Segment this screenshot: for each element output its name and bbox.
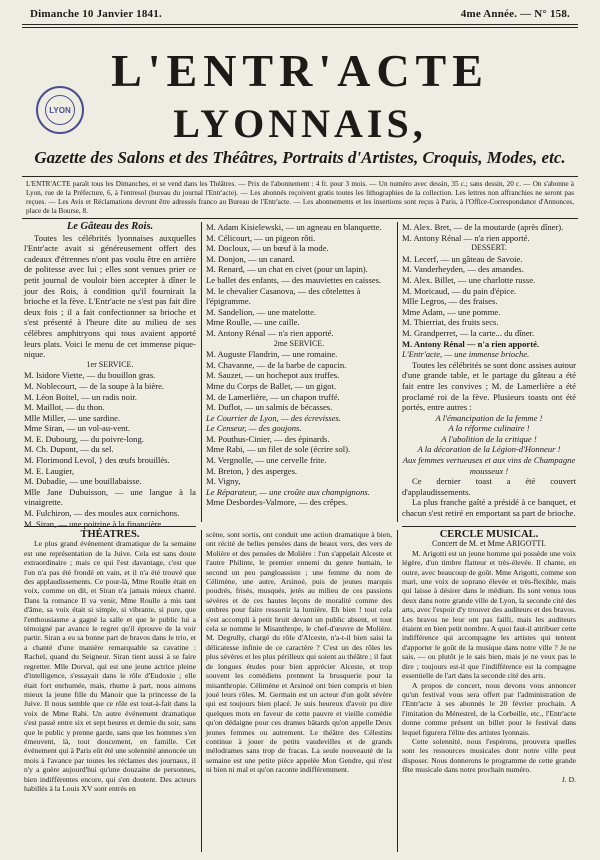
toast-line: A la réforme culinaire ! bbox=[448, 423, 530, 434]
column-divider bbox=[397, 530, 398, 852]
list-item: M. Fulchiron, — des moules aux cornichons. bbox=[24, 508, 180, 519]
list-item: M. Florimond Levol, } des œufs brouillés. bbox=[24, 455, 170, 466]
toast-line: A la décoration de la Légion-d'Honneur ! bbox=[417, 444, 561, 455]
column-3 bbox=[402, 222, 576, 519]
gateau-intro: Toutes les célébrités lyonnaises auxquelles l'Entr'acte avait si généreusement offert des cadeaux d'étrennes n'ont pas voulu être en arrière de politesse avec lui ; elles sont venues prier ce petit journal de vouloir bien accepter à dîner le jour des Rois, à condition qu'il fournirait la brioche et la fève. L'Entr'acte ne s'est pas fait dire deux fois ; il a fait confectionner sa brioche et s'est présenté à l'heure dite au milieu de ses célèbres amphitryons qui tous avaient apporté leurs plats. Voici le menu de cet immense pique-nique. bbox=[24, 232, 196, 360]
article-heading-gateau: Le Gâteau des Rois. bbox=[66, 221, 154, 232]
issue-number: 4me Année. — N° 158. bbox=[460, 8, 570, 20]
list-item: M. Breton, } des asperges. bbox=[206, 465, 298, 476]
list-item: Mme Adam, — une pomme. bbox=[402, 306, 501, 317]
list-item: Mme Desbordes-Valmore, — des crêpes. bbox=[206, 497, 348, 508]
cercle-text-1: M. Arigotti est un jeune homme qui possède une voix légère, d'un timbre flatteur et très-élevée. Il chante, en outre, avec beaucoup de goût. Mme Arigotti, comme son mari, une voix de soprano élevée et très-flexible, mais qui laisse à désirer dans le médium. Ils sont venus tous deux dans notre grande ville de Lyon, la seconde cité des arts, avec l'espoir d'y trouver des auditeurs et des bravos. Les bravos ne leur ont pas failli, mais les auditeurs étaient en bien petit nombre. A quoi faut-il attribuer cette indifférence qui accompagne les artistes qui tentent d'apporter le goût de la musique dans notre ville ? Je ne sais, — ou plutôt je le sais bien, mais je ne veux pas le dire ; toujours est-il que l'indifférence est la compagne essentielle de l'art dans la seconde cité des arts. bbox=[402, 548, 576, 681]
stamp-center: LYON bbox=[45, 95, 75, 125]
list-item: M. Noblecourt, — de la soupe à la bière. bbox=[24, 380, 165, 391]
list-item: M. Antony Rénal — n'a rien apporté. bbox=[206, 327, 334, 338]
service-1-label: 1er SERVICE. bbox=[86, 359, 134, 369]
list-item: M. Vanderheyden, — des amandes. bbox=[402, 264, 524, 275]
subscription-notice: L'ENTR'ACTE paraît tous les Dimanches, et se vend dans les Théâtres. — Prix de l'abonnement : 4 fr. pour 3 mois. — Un numéro avec dessin, 35 c.; sans dessin, 20 c. — On s'abonne à Lyon, rue de la Préfecture, 6, à l'entresol (bureau du journal l'Entr'acte). — Les abonnés reçoivent gratis toutes les lithographies de la collection. Les lettres non affranchies ne seront pas reçues. — Les Avis et Réclamations devront être adressés franco au Bureau de l'Entr'acte. — Les abonnements et les insertions sont reçus à Paris, à l'Office-Correspondance d'Annonces, place de la Bourse, 8. bbox=[26, 180, 574, 215]
list-item: M. Maillot, — du thon. bbox=[24, 402, 105, 413]
cercle-subheading: Concert de M. et Mme ARIGOTTI. bbox=[432, 539, 546, 549]
list-item: M. Vergnolle, — une cervelle frite. bbox=[206, 455, 327, 466]
top-rule bbox=[22, 24, 578, 25]
list-item: Mlle Legros, — des fraises. bbox=[402, 296, 498, 307]
cercle-column bbox=[402, 530, 576, 784]
list-item: M. Renard, — un chat en civet (pour un lapin). bbox=[206, 264, 368, 275]
notice-rule-top bbox=[22, 176, 578, 177]
column-2 bbox=[206, 222, 392, 508]
banquet-closing: La plus franche gaîté a présidé à ce banquet, et chacun s'est retiré en emportant sa part de brioche. bbox=[402, 497, 576, 519]
list-item: M. Lecerf, — un gâteau de Savoie. bbox=[402, 253, 523, 264]
list-item: M. Sauzet, — un hochepot aux truffes. bbox=[206, 370, 340, 381]
top-rule-2 bbox=[22, 27, 578, 28]
list-item: Mlle Jane Dubuisson, — une langue à la vinaigrette. bbox=[24, 486, 196, 508]
list-item: M. Grandperret, — la carte... du dîner. bbox=[402, 327, 535, 338]
masthead-title: L'ENTR'ACTE bbox=[111, 45, 489, 96]
list-item: M. E. Laugier, bbox=[24, 465, 75, 476]
issue-date: Dimanche 10 Janvier 1841. bbox=[30, 8, 162, 20]
list-item: M. Siran, — une poitrine à la financière. bbox=[24, 518, 164, 529]
list-item: M. Docloux, — un bœuf à la mode. bbox=[206, 243, 329, 254]
list-item: Mme Siran, — un vol-au-vent. bbox=[24, 423, 130, 434]
list-item: M. E. Dubourg, — du poivre-long. bbox=[24, 433, 144, 444]
list-item: M. Pouthus-Cinier, — des épinards. bbox=[206, 433, 330, 444]
list-item: M. Dubadie, — une bouillabaisse. bbox=[24, 476, 142, 487]
toast-line: Aux femmes vertueuses et aux vins de Champagne mousseux ! bbox=[402, 455, 576, 476]
dessert-label: DESSERT. bbox=[471, 243, 507, 253]
list-item: M. Auguste Flandrin, — une romaine. bbox=[206, 349, 338, 360]
list-item: M. Ch. Dupont, — du sel. bbox=[24, 444, 114, 455]
list-item: M. Vigny, bbox=[206, 476, 241, 487]
list-item: M. le chevalier Casanova, — des côtelettes à l'épigramme. bbox=[206, 285, 361, 307]
dateline bbox=[30, 8, 570, 20]
list-item: M. Thierriat, des fruits secs. bbox=[402, 317, 499, 328]
list-item: M. Donjon, — un canard. bbox=[206, 253, 295, 264]
list-item: Le Courrier de Lyon, — des écrevisses. bbox=[206, 412, 341, 423]
list-item: L'Entr'acte, — une immense brioche. bbox=[402, 349, 530, 360]
masthead-subtitle: LYONNAIS, bbox=[173, 101, 427, 146]
list-item: Mlle Miller, — une sardine. bbox=[24, 412, 121, 423]
theatres-column-b bbox=[206, 530, 392, 775]
cercle-heading: CERCLE MUSICAL. bbox=[439, 529, 539, 540]
theatres-column-a bbox=[24, 530, 196, 793]
cercle-text-2: A propos de concert, nous devons vous annoncer qu'un festival vous sera offert par l'administration de l'Entr'acte à ses abonnés le 20 février prochain. A l'imitation du Ménestrel, de la Corbeille, etc., l'Entr'acte donne comme présent un billet pour le festival dans lequel figurera l'élite des artistes lyonnais. bbox=[402, 680, 576, 737]
masthead-tagline: Gazette des Salons et des Théâtres, Portraits d'Artistes, Croquis, Modes, etc. bbox=[34, 148, 566, 167]
column-divider bbox=[201, 530, 202, 852]
column-1 bbox=[24, 222, 196, 529]
signature: J. D. bbox=[561, 774, 576, 784]
toast-line: A l'émancipation de la femme ! bbox=[435, 412, 543, 423]
theatres-text-b: scène, sont sortis, ont conduit une action dramatique à bien, ont récité de belles pensées dans de beaux vers, des vers de Molière et des pensées de Molière : l'un s'appelait Alceste et l'autre Philinte, le premier ennemi du genre humain, le second un peu pangloassiste ; une femme du nom de Célimène, une autre, Arsinoé, puis de jeunes marquis poudrés, frisés, musqués, jetés au milieu de ces passions sévères et de ces hautes leçons de moralité comme des ombres pour faire ressortir la lumière. Eh bien ! tout cela s'est accompli à petit bruit devant un public absent, et tout cela se nomme le Misanthrope, le chef-d'œuvre de Molière. M. Degrully, chargé du rôle d'Alceste, n'a-t-il bien saisi la délicatesse infinie de ce caractère ? C'est un des rôles les plus sévères et les plus périlleux qui soient au théâtre ; il faut de longues études pour bien apprécier Alceste, et trop souvent les comédiens prennent la brusquerie pour la misanthropie. Célimène et Arsinoé ont bien compris et bien joué leurs rôles. M. Germain est un acteur d'un goût sévère qui est toujours bien placé. Je suis heureux d'avoir pu dire quelques mots en faveur de cette pauvre et vieille comédie qu'on dédaigne pour ces drames bâtards qu'on appelle Deux jeunes femmes ou autrement. Le théâtre des Célestins continue à jouer de petits vaudevilles et de grands mélodrames sans trop de fracas. La seule nouveauté de la semaine est une petite pièce appelée Mon Gendre, qui n'est ni bien ni mal et qu'on raconte indifféremment. bbox=[206, 530, 392, 775]
banquet-applause: Ce dernier toast a été couvert d'applaudissements. bbox=[402, 476, 576, 497]
list-item: M. de Lamerlière, — un chapon truffé. bbox=[206, 391, 340, 402]
notice-rule-bottom bbox=[22, 218, 578, 219]
list-item: M. Chavanne, — de la barbe de capucin. bbox=[206, 359, 347, 370]
list-item: Mme Rabi, — un filet de sole (écrire sol). bbox=[206, 444, 351, 455]
list-item: Mme du Corps de Ballet, — un gigot. bbox=[206, 380, 337, 391]
list-item: M. Alex. Bret, — de la moutarde (après dîner). bbox=[402, 222, 564, 232]
list-item: M. Antony Rénal — n'a rien apporté. bbox=[402, 338, 540, 349]
list-item: Le Réparateur, — une croûte aux champignons. bbox=[206, 486, 370, 497]
list-item: M. Léon Boitel, — un radis noir. bbox=[24, 391, 137, 402]
list-item: M. Célicourt, — un pigeon rôti. bbox=[206, 232, 316, 243]
cercle-text-3: Cette solennité, nous l'espérons, prouvera quelles sont les ressources musicales dont notre ville peut disposer. Nous donnerons le programme de cette grande fête musicale dans notre prochain numéro. bbox=[402, 736, 576, 775]
list-item: M. Sandelion, — une matelotte. bbox=[206, 306, 317, 317]
theatres-heading: THÉATRES. bbox=[80, 529, 140, 540]
theatres-text-a: Le plus grand événement dramatique de la semaine est une représentation de la Juive. Cela est sans doute extraordinaire ; mais ce qui l'est davantage, c'est que l'on n'a pas été frondé en vain, et il n'a été trouvé que des applaudissements. Ce pour-là, Mme Roulle était en voix, comme on dit, et Siran n'a jamais mieux chanté. Dans la romance Il va venir, Mme Roulle a mis tant d'âme, sa voix était si simple, si vibrante, si pure, que l'enthousiasme a gagné la salle et que le public lui a témoigné par avance le regret qu'il éprouve de la voir partir. Siran a eu sa bonne part de bravos dans le trio, et a chanté d'une manière remarquable sa cavatine : Rachel, quand du Seigneur. Siran tient aussi à se faire regretter. Mlle Dorval, qui est une jeune actrice pleine d'intelligence, s'essayait dans le rôle d'Eudoxie ; elle était fort enrhumée, mais, rhume à part, nous aimons mieux la jeune fille du Manoir que la princesse de la Juive. Il nous semble que ce rôle est tout-à-fait dans la voix de Mme Rabi. Un autre événement dramatique s'est passé entre six et sept heures et demie du soir, sans que le public y prenne garde, sans que les hommes s'en émeuvent, là, tout doucement, en famille. Cet événement qui à Paris eût été une solennité annoncée un mois à l'avance par toutes les réclames des journaux, il n'y a guère aujourd'hui qu'une douzaine de personnes, bien indifférentes encore, qui s'en doutent. Des acteurs habillés à la Louis XV sont entrés en bbox=[24, 539, 196, 793]
menu-list-1 bbox=[24, 370, 196, 529]
list-item: M. Alex. Billet, — une charlotte russe. bbox=[402, 274, 536, 285]
list-item: M. Moricaud, — du pain d'épice. bbox=[402, 285, 517, 296]
column-divider bbox=[397, 222, 398, 522]
toast-line: A l'abolition de la critique ! bbox=[441, 433, 537, 444]
section-rule bbox=[402, 526, 576, 527]
list-item: M. Adam Kisielewski, — un agneau en blanquette. bbox=[206, 222, 382, 232]
section-rule bbox=[24, 526, 196, 527]
service-2-label: 2me SERVICE. bbox=[273, 338, 325, 348]
list-item: M. Isidore Viette, — du bouillon gras. bbox=[24, 370, 156, 381]
list-item: Mme Roulle, — une caille. bbox=[206, 317, 300, 328]
banquet-text: Toutes les célébrités se sont donc assises autour d'une grande table, et le partage du gâteau a été fait entre les convives ; M. de Lamerlière a été proclamé roi de la fève. Plusieurs toasts ont été portés, entre autres : bbox=[402, 359, 576, 413]
list-item: Le Censeur, — des goujons. bbox=[206, 423, 302, 434]
list-item: M. Antony Rénal — n'a rien apporté. bbox=[402, 232, 530, 243]
list-item: M. Duflot, — un salmis de bécasses. bbox=[206, 402, 333, 413]
column-divider bbox=[201, 222, 202, 522]
list-item: Le ballet des enfants, — des mauviettes en caisses. bbox=[206, 274, 382, 285]
